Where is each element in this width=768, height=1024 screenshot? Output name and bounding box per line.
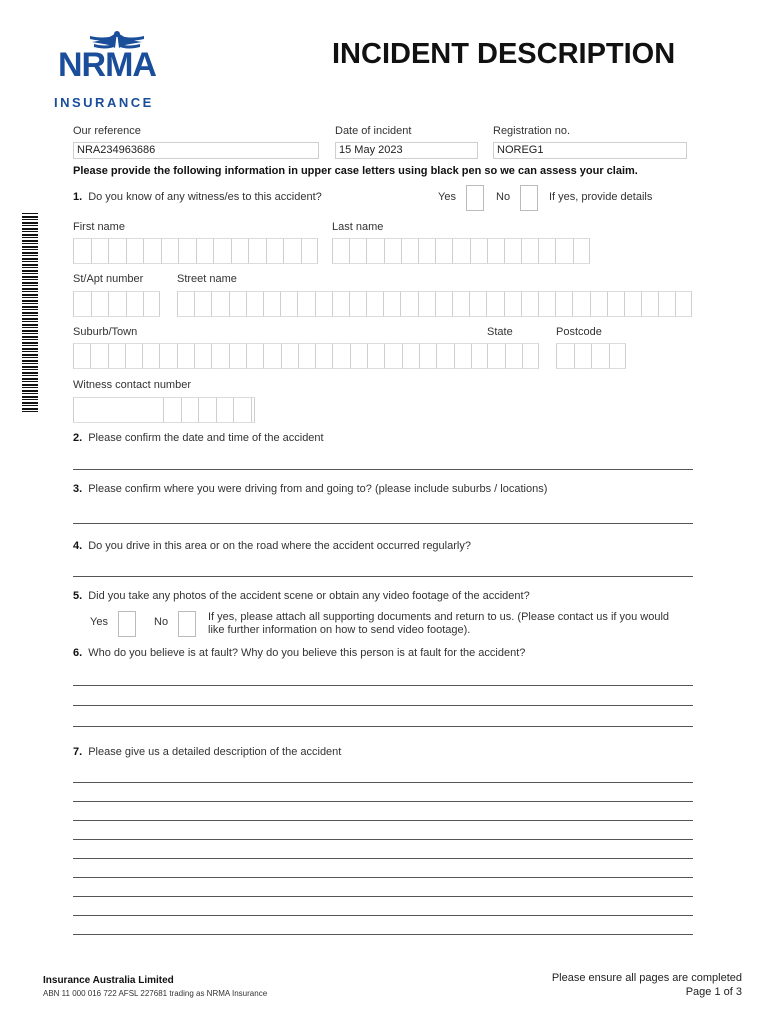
page-number: Page 1 of 3 [685, 986, 742, 998]
answer-line[interactable] [73, 801, 693, 802]
q1-yes-checkbox[interactable] [466, 185, 484, 211]
our-reference-field[interactable]: NRA234963686 [73, 142, 319, 159]
question-number: 2. [73, 432, 83, 444]
footer-note: Please ensure all pages are completed [551, 972, 742, 984]
question-6 [73, 647, 525, 659]
q1-yes-label: Yes [438, 191, 456, 203]
question-number: 7. [73, 746, 83, 758]
question-5 [73, 590, 530, 602]
question-number: 5. [73, 590, 83, 602]
street-name-boxes[interactable] [177, 291, 692, 317]
st-apt-number-boxes[interactable] [73, 291, 160, 317]
suburb-boxes[interactable] [73, 343, 488, 369]
q1-no-checkbox[interactable] [520, 185, 538, 211]
question-7 [73, 746, 341, 758]
state-label: State [487, 326, 513, 338]
question-text: Please give us a detailed description of the accident [88, 746, 342, 758]
q1-no-label: No [496, 191, 511, 203]
answer-line[interactable] [73, 782, 693, 783]
q1-note: If yes, provide details [549, 191, 653, 203]
answer-line[interactable] [73, 896, 693, 897]
first-name-boxes[interactable] [73, 238, 318, 264]
answer-line[interactable] [73, 685, 693, 686]
question-number: 3. [73, 483, 83, 495]
our-reference-label: Our reference [73, 125, 141, 137]
answer-line[interactable] [73, 726, 693, 727]
last-name-label: Last name [332, 221, 384, 233]
question-2 [73, 432, 324, 444]
footer-company: Insurance Australia Limited [43, 975, 174, 986]
question-text: Did you take any photos of the accident scene or obtain any video footage of the accident? [88, 590, 530, 602]
instruction-text: Please provide the following information in upper case letters using black pen so we can assess your claim. [73, 165, 638, 177]
brand-sub: INSURANCE [54, 95, 154, 110]
registration-label: Registration no. [493, 125, 571, 137]
street-name-label: Street name [177, 273, 237, 285]
answer-line[interactable] [73, 934, 693, 935]
question-number: 4. [73, 540, 83, 552]
answer-line[interactable] [73, 523, 693, 524]
date-of-incident-label: Date of incident [335, 125, 412, 137]
question-3 [73, 483, 547, 495]
question-text: Do you know of any witness/es to this accident? [88, 191, 322, 203]
date-of-incident-field[interactable]: 15 May 2023 [335, 142, 478, 159]
st-apt-number-label: St/Apt number [73, 273, 144, 285]
state-boxes[interactable] [487, 343, 539, 369]
first-name-label: First name [73, 221, 125, 233]
q5-note-line-2: like further information on how to send video footage). [208, 624, 471, 636]
answer-line[interactable] [73, 820, 693, 821]
last-name-boxes[interactable] [332, 238, 590, 264]
answer-line[interactable] [73, 469, 693, 470]
q5-yes-label: Yes [90, 616, 108, 628]
answer-line[interactable] [73, 839, 693, 840]
footer-abn: ABN 11 000 016 722 AFSL 227681 trading as NRMA Insurance [43, 989, 268, 998]
answer-line[interactable] [73, 858, 693, 859]
witness-contact-label: Witness contact number [73, 379, 191, 391]
question-number: 6. [73, 647, 83, 659]
q5-note-line-1: If yes, please attach all supporting documents and return to us. (Please contact us if you would [208, 611, 670, 623]
answer-line[interactable] [73, 705, 693, 706]
answer-line[interactable] [73, 576, 693, 577]
postcode-label: Postcode [556, 326, 602, 338]
postcode-boxes[interactable] [556, 343, 626, 369]
question-number: 1. [73, 191, 83, 203]
nrma-logo [52, 26, 182, 112]
question-text: Who do you believe is at fault? Why do you believe this person is at fault for the accident? [88, 647, 526, 659]
brand-name: NRMA [58, 46, 156, 84]
page-title: INCIDENT DESCRIPTION [332, 38, 676, 70]
question-1 [73, 191, 322, 203]
question-text: Please confirm where you were driving from and going to? (please include suburbs / locations) [88, 483, 548, 495]
barcode [22, 213, 38, 413]
q5-no-checkbox[interactable] [178, 611, 196, 637]
question-4 [73, 540, 471, 552]
q5-yes-checkbox[interactable] [118, 611, 136, 637]
witness-contact-boxes[interactable] [73, 397, 255, 423]
question-text: Please confirm the date and time of the accident [88, 432, 324, 444]
answer-line[interactable] [73, 877, 693, 878]
answer-line[interactable] [73, 915, 693, 916]
question-text: Do you drive in this area or on the road where the accident occurred regularly? [88, 540, 471, 552]
suburb-label: Suburb/Town [73, 326, 138, 338]
registration-field[interactable]: NOREG1 [493, 142, 687, 159]
q5-no-label: No [154, 616, 169, 628]
